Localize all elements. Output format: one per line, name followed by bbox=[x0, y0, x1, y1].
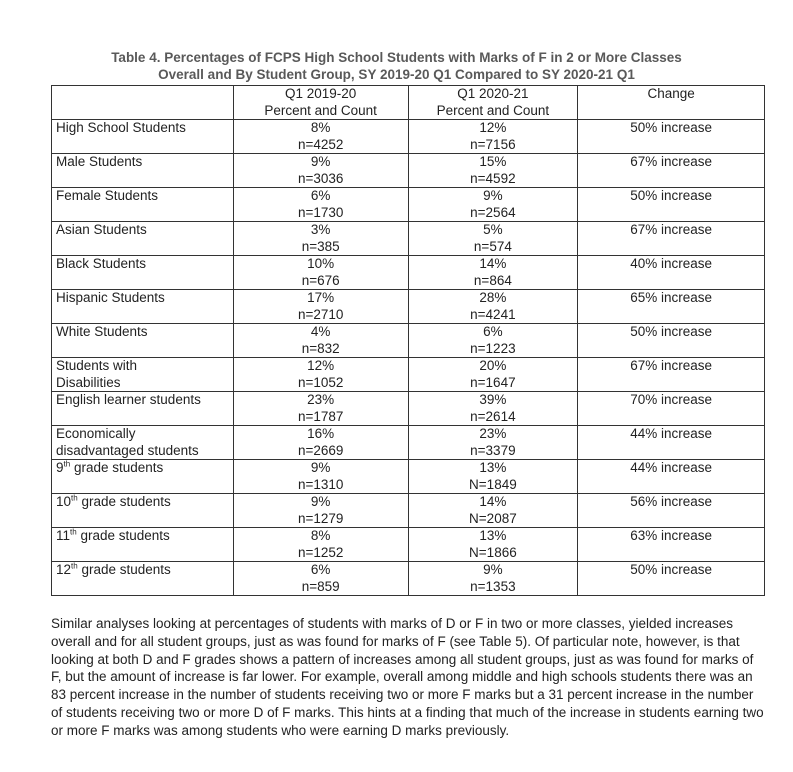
value-cell-2019-20 bbox=[233, 528, 408, 562]
percent-value: 12% bbox=[479, 120, 507, 135]
group-cell bbox=[52, 120, 234, 154]
percent-value: 14% bbox=[479, 256, 507, 271]
percent-value: 23% bbox=[479, 426, 507, 441]
change-cell bbox=[578, 426, 765, 460]
change-value: 50% increase bbox=[630, 188, 713, 203]
count-value: N=1849 bbox=[469, 476, 517, 492]
value-cell-2020-21 bbox=[408, 392, 578, 426]
change-value: 50% increase bbox=[630, 324, 713, 339]
header-line-2: Percent and Count bbox=[264, 102, 377, 118]
value-cell-2020-21 bbox=[408, 154, 578, 188]
group-cell bbox=[52, 562, 234, 596]
change-cell bbox=[578, 154, 765, 188]
change-value: 40% increase bbox=[630, 256, 713, 271]
count-value: n=7156 bbox=[470, 136, 516, 152]
table-row bbox=[52, 528, 765, 562]
change-cell bbox=[578, 120, 765, 154]
percent-value: 4% bbox=[310, 324, 331, 339]
percent-value: 8% bbox=[310, 120, 331, 135]
percent-value: 6% bbox=[310, 188, 331, 203]
change-value: 56% increase bbox=[630, 494, 713, 509]
caption-line-1: Table 4. Percentages of FCPS High School Students with Marks of F in 2 or More Classes bbox=[111, 50, 682, 65]
table-caption bbox=[0, 49, 793, 83]
grades-table bbox=[51, 85, 765, 596]
group-cell bbox=[52, 256, 234, 290]
row-label: Students with bbox=[56, 358, 138, 373]
table-row bbox=[52, 256, 765, 290]
row-label: 9th grade students bbox=[56, 459, 164, 475]
percent-value: 14% bbox=[479, 494, 507, 509]
count-value: n=676 bbox=[301, 272, 340, 288]
change-cell bbox=[578, 222, 765, 256]
percent-value: 8% bbox=[310, 528, 331, 543]
value-cell-2019-20 bbox=[233, 392, 408, 426]
ordinal-suffix: th bbox=[71, 561, 78, 571]
percent-value: 20% bbox=[479, 358, 507, 373]
body-paragraph: Similar analyses looking at percentages of students with marks of D or F in two or more classes, yielded increases overall and for all student groups, just as was found for marks of F (see Table 5). Of particular note, however, is that looking at both D and F grades shows a pattern of increases among all student groups, just as was found for marks of F, but the amount of increase is far lower. For example, overall among middle and high schools students there was an 83 percent increase in the number of students receiving two or more F marks but a 31 percent increase in the number of students receiving two or more D of F marks. This hints at a finding that much of the increase in students earning two or more F marks was among students who were earning D marks previously. bbox=[51, 616, 764, 738]
table-row bbox=[52, 460, 765, 494]
percent-value: 28% bbox=[479, 290, 507, 305]
row-label-cont: disadvantaged students bbox=[56, 442, 199, 458]
row-label: 11th grade students bbox=[56, 527, 170, 543]
count-value: n=864 bbox=[473, 272, 512, 288]
table-row bbox=[52, 222, 765, 256]
change-value: 70% increase bbox=[630, 392, 713, 407]
percent-value: 9% bbox=[483, 188, 503, 203]
change-value: 65% increase bbox=[630, 290, 713, 305]
row-label: White Students bbox=[56, 324, 148, 339]
change-cell bbox=[578, 290, 765, 324]
percent-value: 13% bbox=[479, 460, 507, 475]
change-cell bbox=[578, 392, 765, 426]
count-value: n=385 bbox=[301, 238, 340, 254]
header-cell-2019-20 bbox=[233, 86, 408, 120]
group-cell bbox=[52, 324, 234, 358]
percent-value: 13% bbox=[479, 528, 507, 543]
value-cell-2019-20 bbox=[233, 324, 408, 358]
count-value: n=4241 bbox=[470, 306, 516, 322]
group-cell bbox=[52, 290, 234, 324]
row-label-cont: Disabilities bbox=[56, 374, 121, 390]
count-value: n=1353 bbox=[470, 578, 516, 594]
change-cell bbox=[578, 528, 765, 562]
change-cell bbox=[578, 256, 765, 290]
change-value: 63% increase bbox=[630, 528, 713, 543]
count-value: n=1787 bbox=[297, 408, 344, 424]
value-cell-2019-20 bbox=[233, 460, 408, 494]
percent-value: 15% bbox=[479, 154, 507, 169]
group-cell bbox=[52, 494, 234, 528]
change-value: 67% increase bbox=[630, 154, 713, 169]
group-cell bbox=[52, 358, 234, 392]
value-cell-2019-20 bbox=[233, 562, 408, 596]
count-value: n=1310 bbox=[297, 476, 344, 492]
value-cell-2019-20 bbox=[233, 290, 408, 324]
percent-value: 12% bbox=[307, 358, 335, 373]
value-cell-2020-21 bbox=[408, 562, 578, 596]
count-value: n=832 bbox=[301, 340, 340, 356]
change-cell bbox=[578, 494, 765, 528]
percent-value: 10% bbox=[307, 256, 335, 271]
value-cell-2019-20 bbox=[233, 222, 408, 256]
group-cell bbox=[52, 392, 234, 426]
group-cell bbox=[52, 154, 234, 188]
value-cell-2019-20 bbox=[233, 154, 408, 188]
change-value: 44% increase bbox=[630, 460, 713, 475]
table-row bbox=[52, 188, 765, 222]
row-label: English learner students bbox=[56, 392, 201, 407]
change-value: 50% increase bbox=[630, 562, 713, 577]
header-cell-2020-21 bbox=[408, 86, 578, 120]
count-value: n=4252 bbox=[297, 136, 344, 152]
value-cell-2020-21 bbox=[408, 528, 578, 562]
value-cell-2020-21 bbox=[408, 256, 578, 290]
value-cell-2020-21 bbox=[408, 290, 578, 324]
table-row bbox=[52, 494, 765, 528]
percent-value: 6% bbox=[483, 324, 503, 339]
percent-value: 23% bbox=[307, 392, 335, 407]
change-cell bbox=[578, 460, 765, 494]
header-line-1: Q1 2019-20 bbox=[285, 86, 357, 101]
count-value: n=2564 bbox=[470, 204, 516, 220]
count-value: n=4592 bbox=[470, 170, 516, 186]
row-label: Hispanic Students bbox=[56, 290, 165, 305]
percent-value: 9% bbox=[310, 494, 331, 509]
value-cell-2020-21 bbox=[408, 426, 578, 460]
value-cell-2019-20 bbox=[233, 188, 408, 222]
count-value: N=2087 bbox=[469, 510, 517, 526]
value-cell-2019-20 bbox=[233, 426, 408, 460]
value-cell-2019-20 bbox=[233, 120, 408, 154]
count-value: n=2710 bbox=[297, 306, 344, 322]
header-cell-group bbox=[52, 86, 234, 120]
value-cell-2020-21 bbox=[408, 188, 578, 222]
count-value: n=1252 bbox=[297, 544, 344, 560]
row-label: 10th grade students bbox=[56, 493, 171, 509]
percent-value: 39% bbox=[479, 392, 507, 407]
change-cell bbox=[578, 188, 765, 222]
table-body bbox=[52, 120, 765, 596]
change-value: 67% increase bbox=[630, 358, 713, 373]
table-row bbox=[52, 324, 765, 358]
change-cell bbox=[578, 562, 765, 596]
row-label: Asian Students bbox=[56, 222, 147, 237]
percent-value: 9% bbox=[310, 460, 331, 475]
ordinal-suffix: th bbox=[70, 527, 77, 537]
count-value: n=1052 bbox=[297, 374, 344, 390]
ordinal-suffix: th bbox=[63, 459, 71, 469]
percent-value: 6% bbox=[310, 562, 331, 577]
group-cell bbox=[52, 460, 234, 494]
header-cell-change bbox=[578, 86, 765, 120]
row-label: Female Students bbox=[56, 188, 159, 203]
table-row bbox=[52, 154, 765, 188]
table-row bbox=[52, 562, 765, 596]
value-cell-2020-21 bbox=[408, 494, 578, 528]
value-cell-2020-21 bbox=[408, 120, 578, 154]
row-label: Black Students bbox=[56, 256, 147, 271]
table-row bbox=[52, 120, 765, 154]
count-value: n=2614 bbox=[470, 408, 516, 424]
value-cell-2020-21 bbox=[408, 460, 578, 494]
table-row bbox=[52, 290, 765, 324]
header-line-2: Percent and Count bbox=[436, 102, 550, 118]
change-cell bbox=[578, 358, 765, 392]
value-cell-2020-21 bbox=[408, 222, 578, 256]
count-value: n=3379 bbox=[470, 442, 516, 458]
ordinal-suffix: th bbox=[71, 493, 78, 503]
value-cell-2019-20 bbox=[233, 358, 408, 392]
value-cell-2020-21 bbox=[408, 358, 578, 392]
row-label: Economically bbox=[56, 426, 136, 441]
count-value: n=1647 bbox=[470, 374, 516, 390]
group-cell bbox=[52, 188, 234, 222]
count-value: n=574 bbox=[473, 238, 512, 254]
row-label: High School Students bbox=[56, 120, 186, 135]
caption-line-2: Overall and By Student Group, SY 2019-20 Q1 Compared to SY 2020-21 Q1 bbox=[158, 67, 635, 82]
count-value: n=1279 bbox=[297, 510, 344, 526]
count-value: n=1223 bbox=[470, 340, 516, 356]
percent-value: 17% bbox=[307, 290, 335, 305]
percent-value: 3% bbox=[310, 222, 331, 237]
header-line-1: Change bbox=[647, 86, 695, 101]
value-cell-2019-20 bbox=[233, 256, 408, 290]
change-cell bbox=[578, 324, 765, 358]
table-row bbox=[52, 426, 765, 460]
percent-value: 9% bbox=[310, 154, 331, 169]
change-value: 50% increase bbox=[630, 120, 713, 135]
change-value: 44% increase bbox=[630, 426, 713, 441]
group-cell bbox=[52, 528, 234, 562]
group-cell bbox=[52, 426, 234, 460]
count-value: n=2669 bbox=[297, 442, 344, 458]
count-value: n=859 bbox=[301, 578, 340, 594]
percent-value: 5% bbox=[483, 222, 503, 237]
value-cell-2019-20 bbox=[233, 494, 408, 528]
value-cell-2020-21 bbox=[408, 324, 578, 358]
table-row bbox=[52, 358, 765, 392]
count-value: n=3036 bbox=[297, 170, 344, 186]
count-value: n=1730 bbox=[297, 204, 344, 220]
header-row bbox=[52, 86, 765, 120]
count-value: N=1866 bbox=[469, 544, 517, 560]
percent-value: 16% bbox=[307, 426, 335, 441]
table-row bbox=[52, 392, 765, 426]
percent-value: 9% bbox=[483, 562, 503, 577]
row-label: Male Students bbox=[56, 154, 143, 169]
header-line-1: Q1 2020-21 bbox=[457, 86, 529, 101]
change-value: 67% increase bbox=[630, 222, 713, 237]
group-cell bbox=[52, 222, 234, 256]
row-label: 12th grade students bbox=[56, 561, 171, 577]
